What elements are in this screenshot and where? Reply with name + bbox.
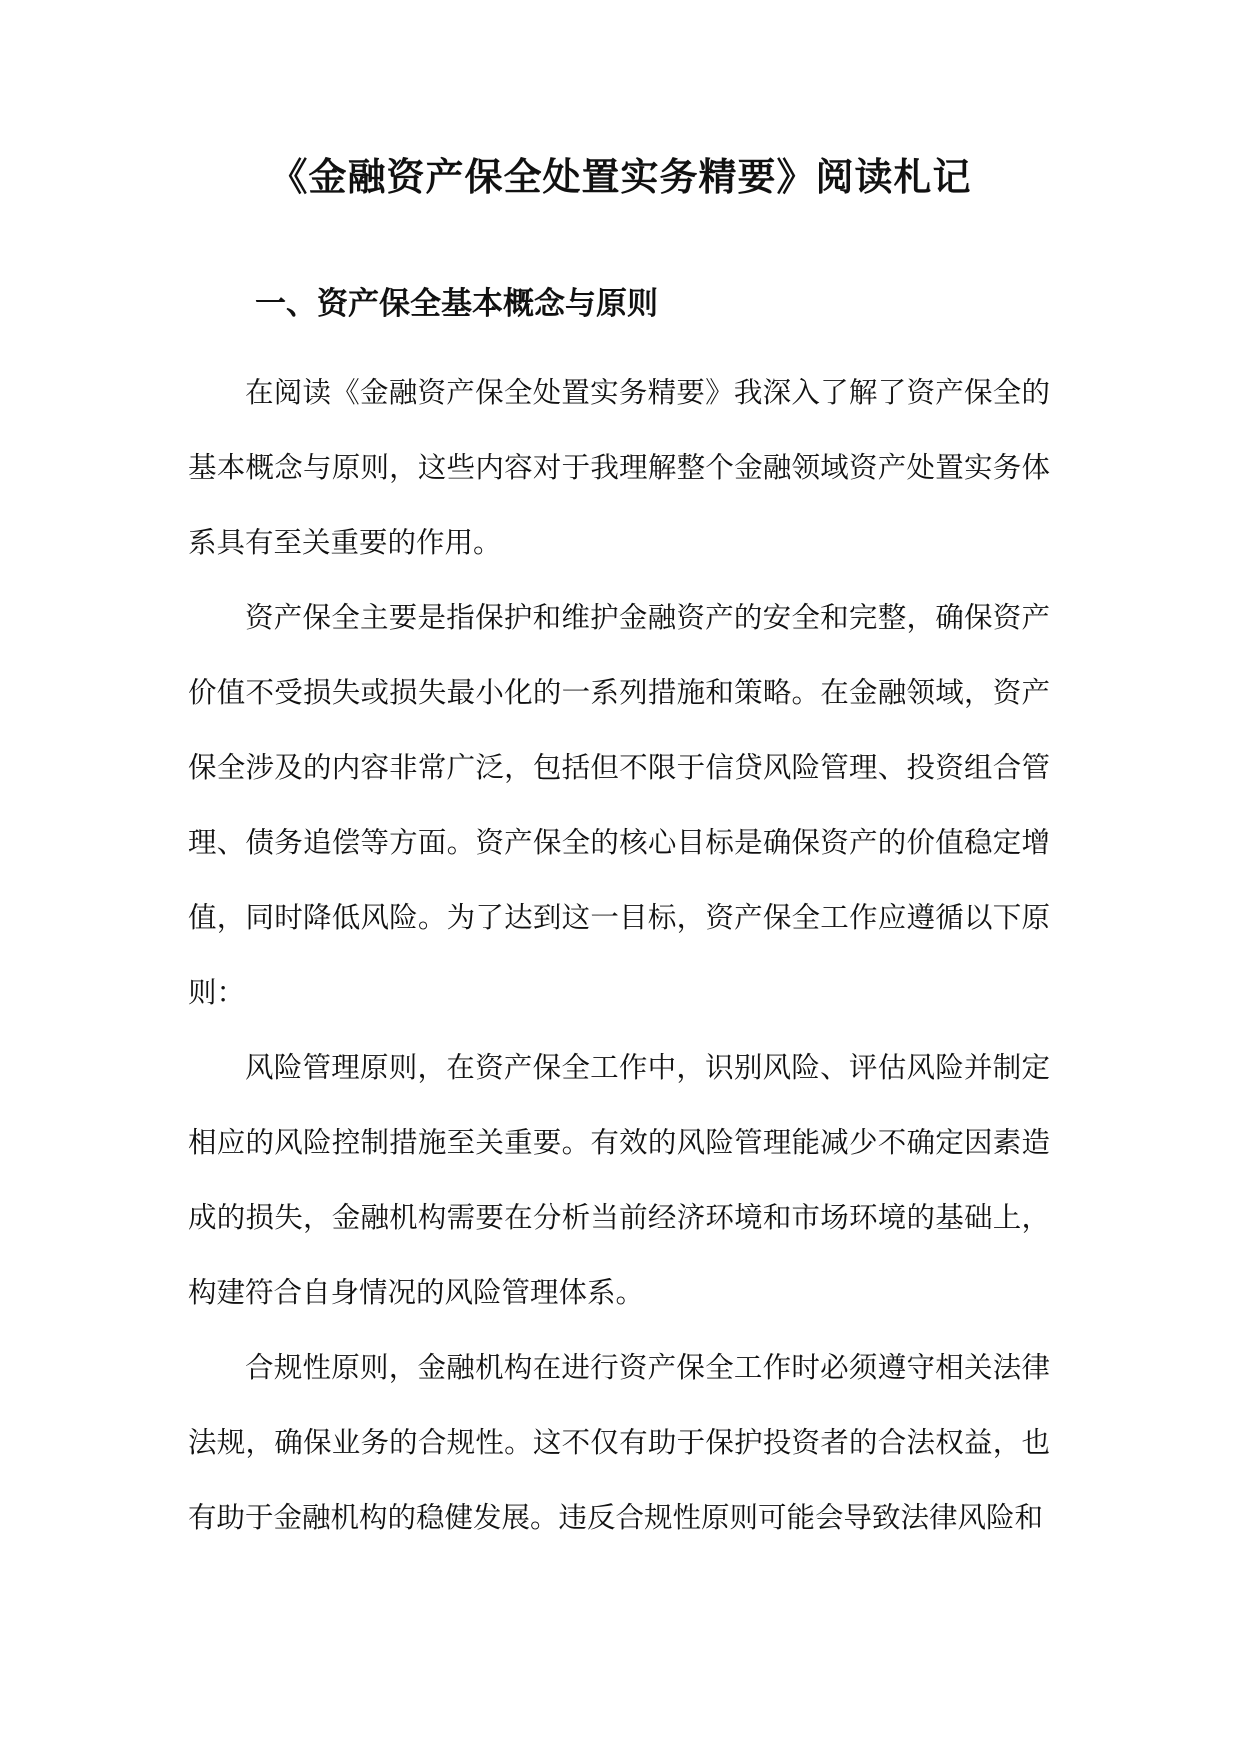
section-heading: 一、资产保全基本概念与原则 (255, 286, 658, 322)
paragraph-definition: 资产保全主要是指保护和维护金融资产的安全和完整，确保资产价值不受损失或损失最小化的一系列措施和策略。在金融领域，资产保全涉及的内容非常广泛，包括但不限于信贷风险管理、投资组合管理、债务追偿等方面。资产保全的核心目标是确保资产的价值稳定增值，同时降低风险。为了达到这一目标，资产保全工作应遵循以下原则： (188, 601, 1050, 1009)
document-title: 《金融资产保全处置实务精要》阅读札记 (269, 155, 972, 199)
body-text (188, 355, 1050, 1555)
paragraph-compliance-principle: 合规性原则，金融机构在进行资产保全工作时必须遵守相关法律法规，确保业务的合规性。这不仅有助于保护投资者的合法权益，也有助于金融机构的稳健发展。违反合规性原则可能会导致法律风险和 (188, 1351, 1050, 1534)
paragraph-risk-management-principle: 风险管理原则，在资产保全工作中，识别风险、评估风险并制定相应的风险控制措施至关重要。有效的风险管理能减少不确定因素造成的损失，金融机构需要在分析当前经济环境和市场环境的基础上，构建符合自身情况的风险管理体系。 (188, 1051, 1050, 1309)
paragraph-intro: 在阅读《金融资产保全处置实务精要》我深入了解了资产保全的基本概念与原则，这些内容对于我理解整个金融领域资产处置实务体系具有至关重要的作用。 (188, 376, 1050, 559)
